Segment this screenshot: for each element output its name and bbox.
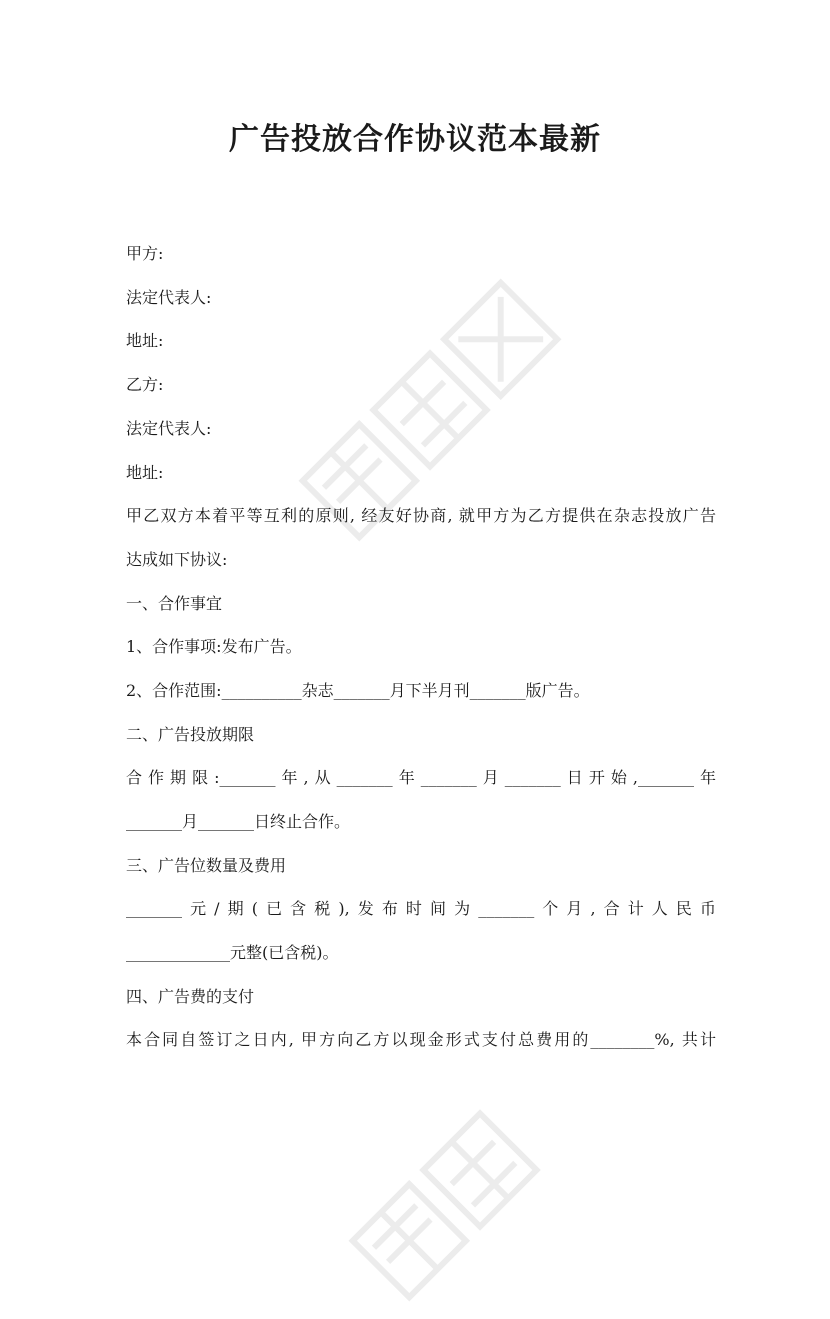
clause-cooperation-scope: 2、合作范围:__________杂志_______月下半月刊_______版广告。 — [126, 681, 590, 700]
watermark-logo-icon — [332, 1022, 629, 1319]
party-b-representative: 法定代表人: — [126, 419, 212, 438]
clause-cooperation-item: 1、合作事项:发布广告。 — [126, 637, 302, 656]
clause-period-line-2: _______月_______日终止合作。 — [126, 812, 351, 831]
document-title: 广告投放合作协议范本最新 — [229, 122, 601, 157]
intro-paragraph-line-1: 甲乙双方本着平等互利的原则, 经友好协商, 就甲方为乙方提供在杂志投放广告 — [126, 506, 716, 525]
party-a-address: 地址: — [126, 331, 164, 350]
party-a-representative: 法定代表人: — [126, 288, 212, 307]
section-heading-cooperation: 一、合作事宜 — [126, 594, 223, 613]
clause-fees-line-1: _______元/期(已含税),发布时间为_______个月,合计人民币 — [126, 899, 716, 918]
clause-payment-line-1: 本合同自签订之日内, 甲方向乙方以现金形式支付总费用的________%, 共计 — [126, 1030, 716, 1049]
party-b-label: 乙方: — [126, 375, 164, 394]
section-heading-fees: 三、广告位数量及费用 — [126, 856, 287, 875]
party-b-address: 地址: — [126, 463, 164, 482]
clause-fees-line-2: _____________元整(已含税)。 — [126, 943, 339, 962]
section-heading-period: 二、广告投放期限 — [126, 725, 255, 744]
clause-period-line-1: 合作期限:_______年,从_______年_______月_______日开始,_______年 — [126, 768, 716, 787]
intro-paragraph-line-2: 达成如下协议: — [126, 550, 228, 569]
section-heading-payment: 四、广告费的支付 — [126, 987, 255, 1006]
party-a-label: 甲方: — [126, 244, 164, 263]
